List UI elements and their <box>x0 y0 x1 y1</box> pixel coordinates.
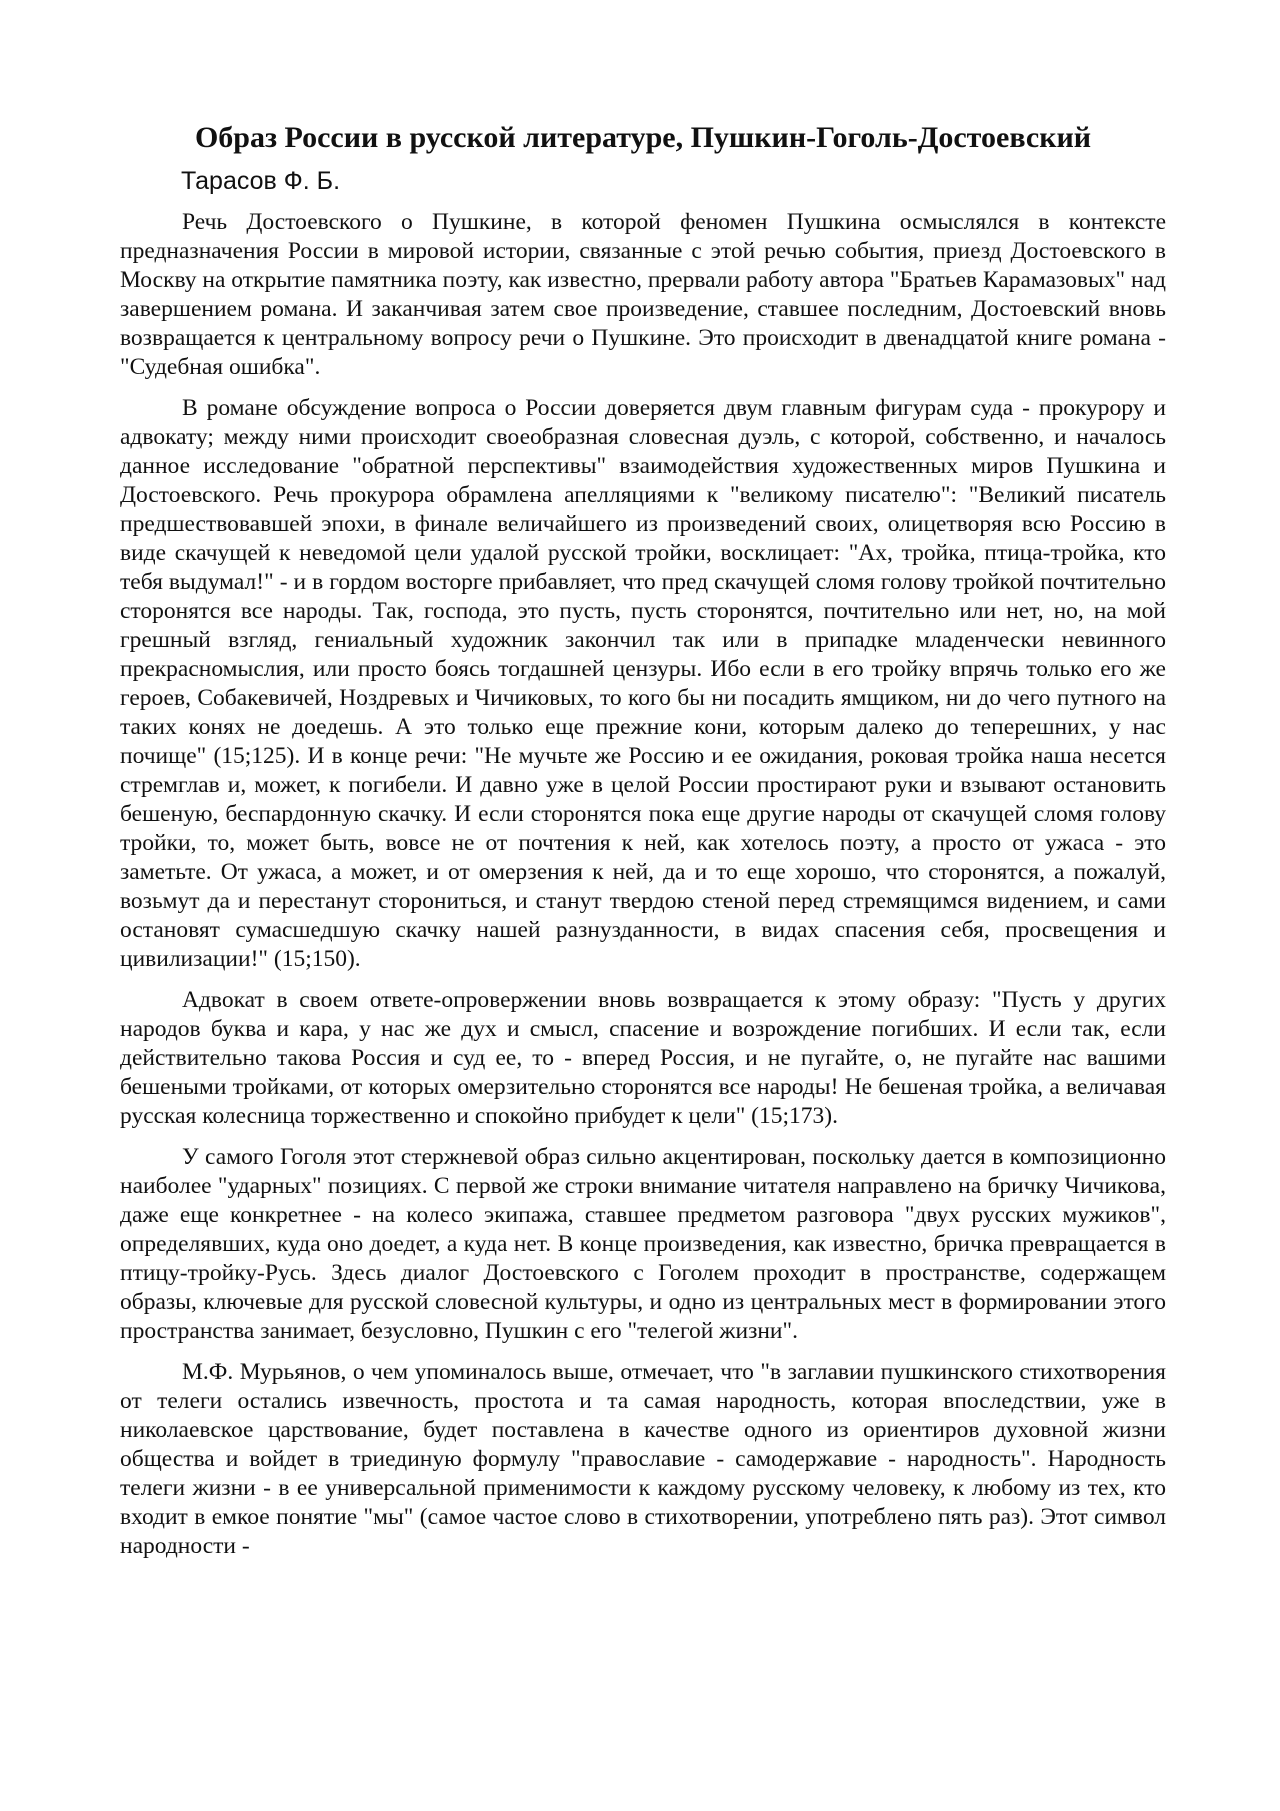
paragraph-5: М.Ф. Мурьянов, о чем упоминалось выше, отмечает, что "в заглавии пушкинского стихотворения от телеги остались извечность, простота и та самая народность, которая впоследствии, уже в николаевское царствование, будет поставлена в качестве одного из ориентиров духовной жизни общества и войдет в триединую формулу "православие - самодержавие - народность". Народность телеги жизни - в ее универсальной применимости к каждому русскому человеку, к любому из тех, кто входит в емкое понятие "мы" (самое частое слово в стихотворении, употреблено пять раз). Этот символ народности - <box>120 1359 1166 1559</box>
paragraph-2: В романе обсуждение вопроса о России доверяется двум главным фигурам суда - прокурору и адвокату; между ними происходит своеобразная словесная дуэль, с которой, собственно, и началось данное исследование "обратной перспективы" взаимодействия художественных миров Пушкина и Достоевского. Речь прокурора обрамлена апелляциями к "великому писателю": "Великий писатель предшествовавшей эпохи, в финале величайшего из произведений своих, олицетворяя всю Россию в виде скачущей к неведомой цели удалой русской тройки, восклицает: "Ах, тройка, птица-тройка, кто тебя выдумал!" - и в гордом восторге прибавляет, что пред скачущей сломя голову тройкой почтительно сторонятся все народы. Так, господа, это пусть, пусть сторонятся, почтительно или нет, но, на мой грешный взгляд, гениальный художник закончил так или в припадке младенчески невинного прекрасномыслия, или просто боясь тогдашней цензуры. Ибо если в его тройку впрячь только его же героев, Собакевичей, Ноздревых и Чичиковых, то кого бы ни посадить ямщиком, ни до чего путного на таких конях не доедешь. А это только еще прежние кони, которым далеко до теперешних, у нас почище" (15;125). И в конце речи: "Не мучьте же Россию и ее ожидания, роковая тройка наша несется стремглав и, может, к погибели. И давно уже в целой России простирают руки и взывают остановить бешеную, беспардонную скачку. И если сторонятся пока еще другие народы от скачущей сломя голову тройки, то, может быть, вовсе не от почтения к ней, как хотелось поэту, а просто от ужаса - это заметьте. От ужаса, а может, и от омерзения к ней, да и то еще хорошо, что сторонятся, а пожалуй, возьмут да и перестанут сторониться, и станут твердою стеной перед стремящимся видением, и сами остановят сумасшедшую скачку нашей разнузданности, в видах спасения себя, просвещения и цивилизации!" (15;150). <box>120 395 1166 972</box>
document-page <box>120 118 1166 1573</box>
document-title: Образ России в русской литературе, Пушкин-Гоголь-Достоевский <box>194 121 1092 154</box>
paragraph-4: У самого Гоголя этот стержневой образ сильно акцентирован, поскольку дается в композиционно наиболее "ударных" позициях. С первой же строки внимание читателя направлено на бричку Чичикова, даже еще конкретнее - на колесо экипажа, ставшее предметом разговора "двух русских мужиков", определявших, куда оно доедет, а куда нет. В конце произведения, как известно, бричка превращается в птицу-тройку-Русь. Здесь диалог Достоевского с Гоголем проходит в пространстве, содержащем образы, ключевые для русской словесной культуры, и одно из центральных мест в формировании этого пространства занимает, безусловно, Пушкин с его "телегой жизни". <box>120 1144 1166 1344</box>
document-author: Тарасов Ф. Б. <box>181 167 341 195</box>
paragraph-1: Речь Достоевского о Пушкине, в которой феномен Пушкина осмыслялся в контексте предназначения России в мировой истории, связанные с этой речью события, приезд Достоевского в Москву на открытие памятника поэту, как известно, прервали работу автора "Братьев Карамазовых" над завершением романа. И заканчивая затем свое произведение, ставшее последним, Достоевский вновь возвращается к центральному вопросу речи о Пушкине. Это происходит в двенадцатой книге романа - "Судебная ошибка". <box>120 209 1166 380</box>
paragraph-3: Адвокат в своем ответе-опровержении вновь возвращается к этому образу: "Пусть у других народов буква и кара, у нас же дух и смысл, спасение и возрождение погибших. И если так, если действительно такова Россия и суд ее, то - вперед Россия, и не пугайте, о, не пугайте нас вашими бешеными тройками, от которых омерзительно сторонятся все народы! Не бешеная тройка, а величавая русская колесница торжественно и спокойно прибудет к цели" (15;173). <box>120 987 1166 1129</box>
